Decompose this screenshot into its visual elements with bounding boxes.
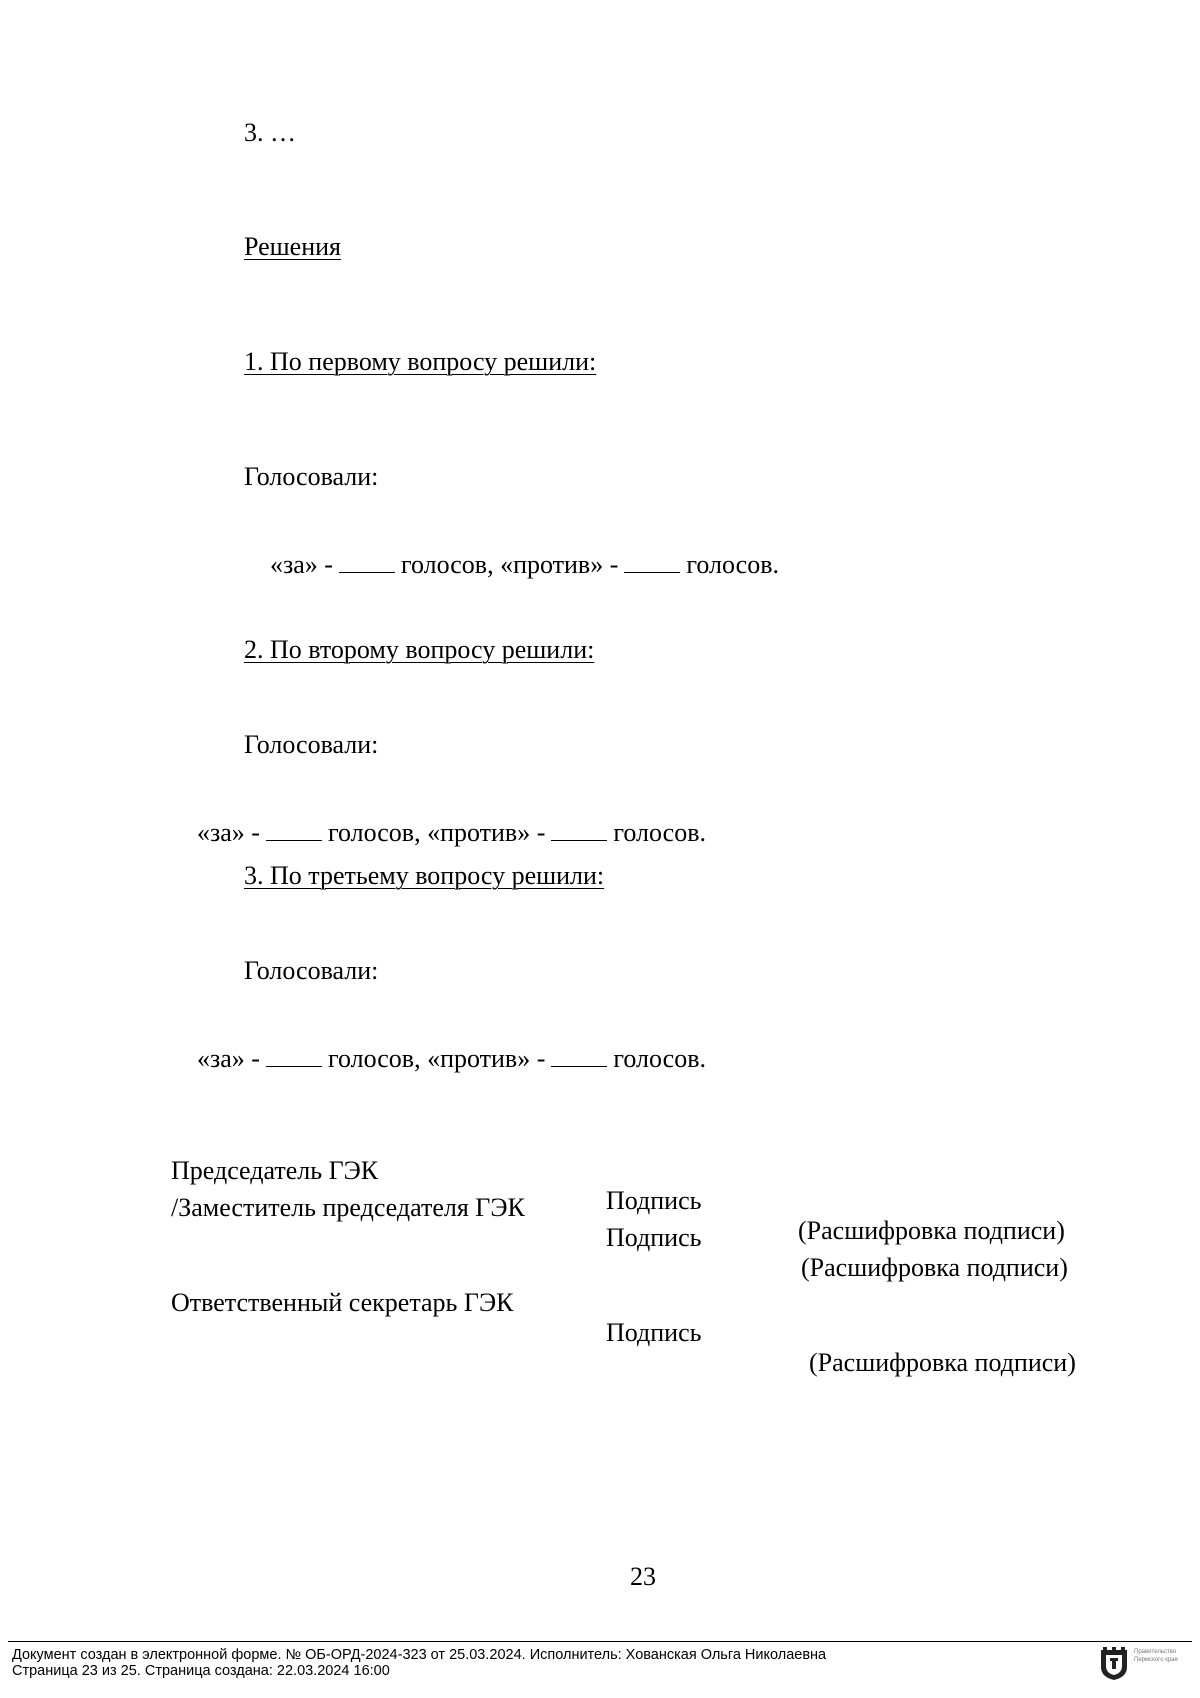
decisions-heading: Решения — [244, 232, 342, 261]
signature-row-secretary — [0, 1258, 1200, 1408]
footer-divider — [8, 1641, 1192, 1642]
vote-for-blank[interactable] — [266, 818, 322, 841]
question-3-vote-line — [171, 1014, 706, 1104]
vote-against-label: голосов, «против» - — [400, 550, 619, 579]
question-3-voted-label: Голосовали: — [244, 956, 379, 985]
signature-sign: Подпись — [606, 1186, 702, 1215]
signature-role: Председатель ГЭК — [171, 1156, 379, 1185]
vote-against-label: голосов, «против» - — [327, 1044, 546, 1073]
footer-logo-caption: Правительство Пермского края — [1134, 1649, 1178, 1663]
vote-end-label: голосов. — [613, 818, 706, 847]
vote-against-blank[interactable] — [624, 550, 680, 573]
page-number: 23 — [630, 1562, 656, 1591]
signature-decode: (Расшифровка подписи) — [809, 1348, 1076, 1377]
vote-for-label: «за» - — [197, 818, 260, 847]
coat-of-arms-icon — [1098, 1647, 1130, 1681]
item-3-placeholder: 3. … — [244, 118, 296, 147]
vote-for-blank[interactable] — [339, 550, 395, 573]
footer-line-1: Документ создан в электронной форме. № ОБ-ОРД-2024-323 от 25.03.2024. Исполнитель: Хованская Ольга Николаевна — [12, 1647, 827, 1663]
vote-against-blank[interactable] — [551, 818, 607, 841]
vote-against-blank[interactable] — [551, 1044, 607, 1067]
question-1-heading: 1. По первому вопросу решили: — [244, 347, 597, 376]
signature-decode: (Расшифровка подписи) — [798, 1216, 1065, 1245]
signature-sign: Подпись — [606, 1318, 702, 1347]
signature-decode: (Расшифровка подписи) — [801, 1253, 1068, 1282]
signature-role: /Заместитель председателя ГЭК — [171, 1193, 525, 1222]
question-1-vote-line — [244, 520, 779, 610]
vote-end-label: голосов. — [613, 1044, 706, 1073]
footer-text — [12, 1647, 826, 1679]
vote-for-label: «за» - — [197, 1044, 260, 1073]
question-2-voted-label: Голосовали: — [244, 730, 379, 759]
signature-sign: Подпись — [606, 1223, 702, 1252]
vote-end-label: голосов. — [686, 550, 779, 579]
vote-against-label: голосов, «против» - — [327, 818, 546, 847]
question-2-heading: 2. По второму вопросу решили: — [244, 635, 595, 664]
vote-for-label: «за» - — [270, 550, 333, 579]
question-1-voted-label: Голосовали: — [244, 462, 379, 491]
vote-for-blank[interactable] — [266, 1044, 322, 1067]
footer-line-2: Страница 23 из 25. Страница создана: 22.03.2024 16:00 — [12, 1663, 390, 1679]
question-3-heading: 3. По третьему вопросу решили: — [244, 861, 605, 890]
signature-role: Ответственный секретарь ГЭК — [171, 1288, 514, 1317]
